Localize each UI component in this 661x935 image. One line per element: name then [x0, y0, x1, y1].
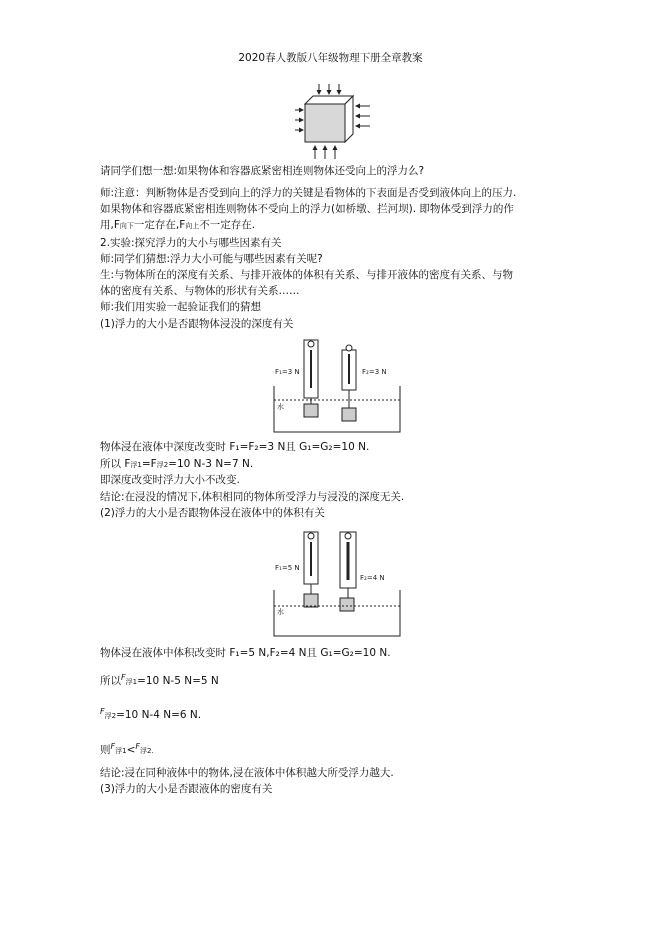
fig3-left-label: F₁=5 N — [275, 564, 300, 572]
text-line: (3)浮力的大小是否跟液体的密度有关 — [100, 783, 273, 795]
text-line: 即深度改变时浮力大小不改变. — [100, 474, 240, 486]
text-line: 请同学们想一想:如果物体和容器底紧密相连则物体还受向上的浮力么? — [100, 165, 425, 177]
text-line: 所以 F浮1=F浮2=10 N-3 N=7 N. — [100, 458, 254, 470]
text-line: 用,F向下一定存在,F向上不一定存在. — [100, 219, 256, 231]
text-line: 结论:在浸没的情况下,体积相同的物体所受浮力与浸没的深度无关. — [100, 491, 405, 503]
text-line: 所以$^F$浮1=10 N-5 N=5 N — [100, 673, 219, 687]
volume-experiment-figure — [272, 528, 402, 638]
fig2-left-label: F₁=3 N — [275, 368, 300, 376]
text-line: 则$^F$浮1<$^F$浮2. — [100, 742, 154, 756]
text-line: 师:我们用实验一起验证我们的猜想 — [100, 301, 262, 313]
text-line: 结论:浸在同种液体中的物体,浸在液体中体积越大所受浮力越大. — [100, 767, 394, 779]
text-line: 师:注意：判断物体是否受到向上的浮力的关键是看物体的下表面是否受到液体向上的压力. — [100, 187, 517, 199]
page-header: 2020春人教版八年级物理下册全章教案 — [238, 52, 423, 64]
text-line: 生:与物体所在的深度有关系、与排开液体的体积有关系、与排开液体的密度有关系、与物 — [100, 269, 514, 281]
text-line: (1)浮力的大小是否跟物体浸没的深度有关 — [100, 318, 294, 330]
text-line: 体的密度有关系、与物体的形状有关系…… — [100, 285, 300, 297]
text-line: 师:同学们猜想:浮力大小可能与哪些因素有关呢? — [100, 253, 323, 265]
depth-experiment-figure — [272, 338, 402, 434]
fig2-water-label: 水 — [277, 403, 284, 411]
fig2-right-label: F₂=3 N — [362, 368, 387, 376]
fig3-right-label: F₂=4 N — [360, 574, 385, 582]
text-line: $^F$浮2=10 N-4 N=6 N. — [100, 707, 202, 721]
text-line: 物体浸在液体中体积改变时 F₁=5 N,F₂=4 N且 G₁=G₂=10 N. — [100, 647, 391, 659]
text-line: 2.实验:探究浮力的大小与哪些因素有关 — [100, 237, 282, 249]
pressure-cube-figure — [295, 84, 375, 160]
text-line: 如果物体和容器底紧密相连则物体不受向上的浮力(如桥墩、拦河坝). 即物体受到浮力的作 — [100, 203, 514, 215]
text-line: 物体浸在液体中深度改变时 F₁=F₂=3 N且 G₁=G₂=10 N. — [100, 441, 370, 453]
text-line: (2)浮力的大小是否跟物体浸在液体中的体积有关 — [100, 507, 325, 519]
fig3-water-label: 水 — [277, 608, 284, 616]
